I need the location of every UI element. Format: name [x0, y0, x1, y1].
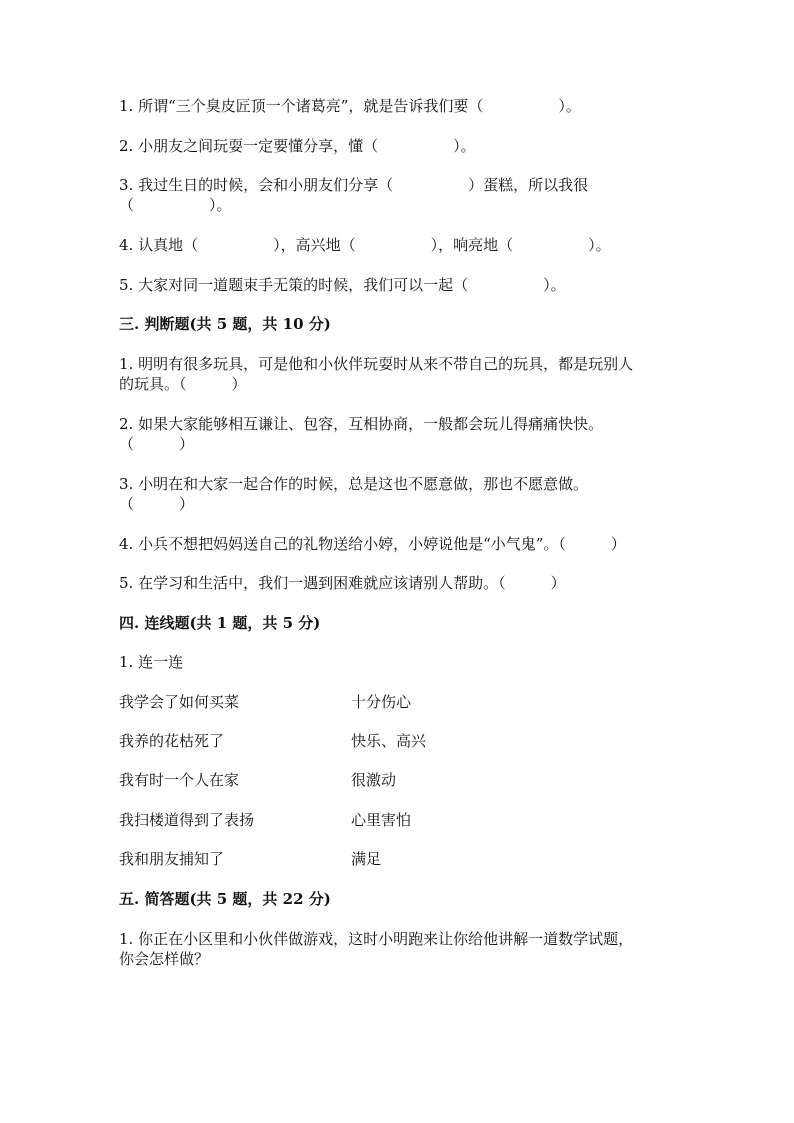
matching-right-item: 很激动: [351, 771, 397, 789]
matching-question: [119, 652, 679, 672]
question-line: （ ）: [119, 495, 195, 513]
question-line: 4. 认真地（ ），高兴地（ ），响亮地（ ）。: [119, 236, 611, 254]
matching-left-item: 我扫楼道得到了表扬: [119, 811, 255, 829]
fill-blank-question-3: [119, 175, 679, 215]
matching-right-item: 心里害怕: [351, 811, 412, 829]
question-line: 3. 小明在和大家一起合作的时候，总是这也不愿意做，那也不愿意做。: [119, 475, 589, 493]
short-answer-question-1: [119, 929, 679, 969]
question-line: 5. 大家对同一道题束手无策的时候，我们可以一起（ ）。: [119, 276, 566, 294]
section-5-heading: 五. 简答题(共 5 题，共 22 分): [119, 890, 331, 908]
judge-question-5: [119, 573, 679, 593]
section-4-heading: 四. 连线题(共 1 题，共 5 分): [119, 614, 321, 632]
judge-question-4: [119, 534, 679, 554]
question-line: 的玩具。（ ）: [119, 375, 247, 393]
fill-blank-question-5: [119, 275, 679, 295]
question-line: 1. 连一连: [119, 653, 184, 671]
judge-question-1: [119, 354, 679, 394]
question-line: 你会怎样做？: [119, 950, 210, 968]
fill-blank-question-1: [119, 96, 679, 116]
section-3-heading: 三. 判断题(共 5 题，共 10 分): [119, 315, 331, 333]
matching-left-item: 我有时一个人在家: [119, 771, 240, 789]
question-line: 5. 在学习和生活中，我们一遇到困难就应该请别人帮助。（ ）: [119, 574, 566, 592]
matching-left-item: 我和朋友捕知了: [119, 850, 225, 868]
matching-left-item: 我学会了如何买菜: [119, 693, 240, 711]
matching-right-item: 快乐、高兴: [351, 732, 427, 750]
matching-left-item: 我养的花枯死了: [119, 732, 225, 750]
question-line: （ ）: [119, 435, 195, 453]
matching-right-item: 满足: [351, 850, 382, 868]
matching-right-item: 十分伤心: [351, 693, 412, 711]
judge-question-2: [119, 414, 679, 454]
question-line: 3. 我过生日的时候，会和小朋友们分享（ ）蛋糕，所以我很: [119, 176, 589, 194]
question-line: 1. 你正在小区里和小伙伴做游戏，这时小明跑来让你给他讲解一道数学试题，: [119, 930, 634, 948]
question-line: 2. 如果大家能够相互谦让、包容，互相协商，一般都会玩儿得痛痛快快。: [119, 415, 604, 433]
judge-question-3: [119, 474, 679, 514]
fill-blank-question-2: [119, 136, 679, 156]
question-line: 2. 小朋友之间玩耍一定要懂分享，懂（ ）。: [119, 137, 476, 155]
question-line: （ ）。: [119, 196, 232, 214]
question-line: 4. 小兵不想把妈妈送自己的礼物送给小婷，小婷说他是“小气鬼”。（ ）: [119, 535, 626, 553]
fill-blank-question-4: [119, 235, 679, 255]
question-line: 1. 明明有很多玩具，可是他和小伙伴玩耍时从来不带自己的玩具，都是玩别人: [119, 355, 634, 373]
question-line: 1. 所谓“三个臭皮匠顶一个诸葛亮”，就是告诉我们要（ ）。: [119, 97, 581, 115]
